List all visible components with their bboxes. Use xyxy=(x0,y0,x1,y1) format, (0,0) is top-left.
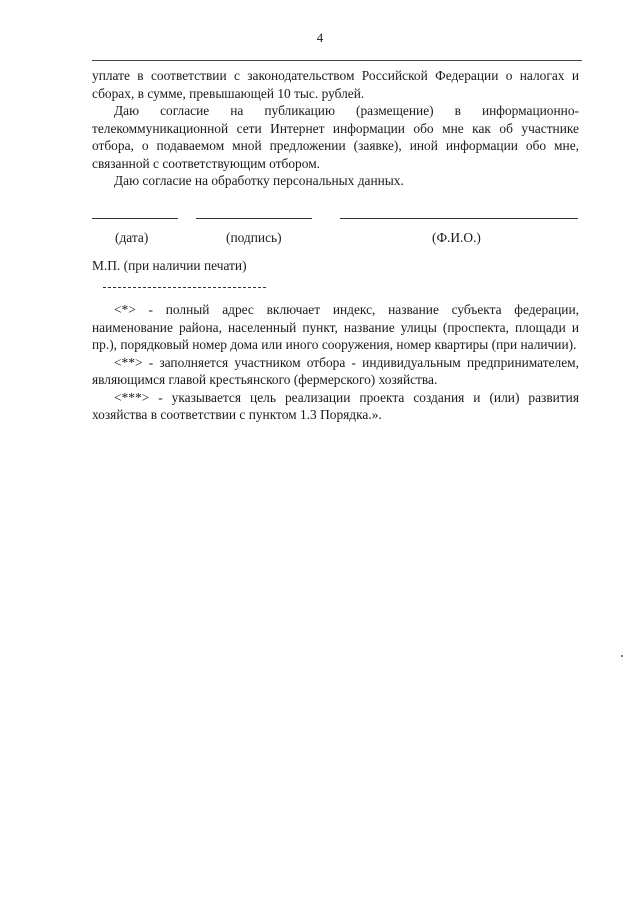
paragraph-publication-consent: Даю согласие на публикацию (размещение) в информационно-телекоммуникационной сети Интернет информации обо мне как об участнике отбора, о подаваемом мной предложении (заявке), иной информации обо мне, связанной с соответствующим отбором. xyxy=(92,103,579,171)
consent-text xyxy=(92,67,579,190)
scan-speck xyxy=(621,655,623,657)
signature-label: (подпись) xyxy=(226,230,282,245)
page-number: 4 xyxy=(316,30,324,45)
footnote-project-goal: <***> - указывается цель реализации проекта создания и (или) развития хозяйства в соответствии с пунктом 1.3 Порядка.». xyxy=(92,389,579,422)
full-name-line xyxy=(340,218,578,219)
date-line xyxy=(92,218,178,219)
footnote-entrepreneur: <**> - заполняется участником отбора - индивидуальным предпринимателем, являющимся главой крестьянского (фермерского) хозяйства. xyxy=(92,354,579,387)
paragraph-continuation: уплате в соответствии с законодательством Российской Федерации о налогах и сборах, в сумме, превышающей 10 тыс. рублей. xyxy=(92,68,579,101)
header-rule xyxy=(92,60,582,61)
full-name-label: (Ф.И.О.) xyxy=(432,230,481,245)
footnote-separator xyxy=(103,287,266,288)
footnotes xyxy=(92,301,579,424)
date-label: (дата) xyxy=(115,230,149,245)
stamp-note: М.П. (при наличии печати) xyxy=(92,258,247,273)
footnote-address: <*> - полный адрес включает индекс, название субъекта федерации, наименование района, населенный пункт, название улицы (проспекта, площади и пр.), порядковый номер дома или иного сооружения, номер квартиры (при наличии). xyxy=(92,302,579,352)
signature-line xyxy=(196,218,312,219)
paragraph-personal-data-consent: Даю согласие на обработку персональных данных. xyxy=(114,173,404,188)
